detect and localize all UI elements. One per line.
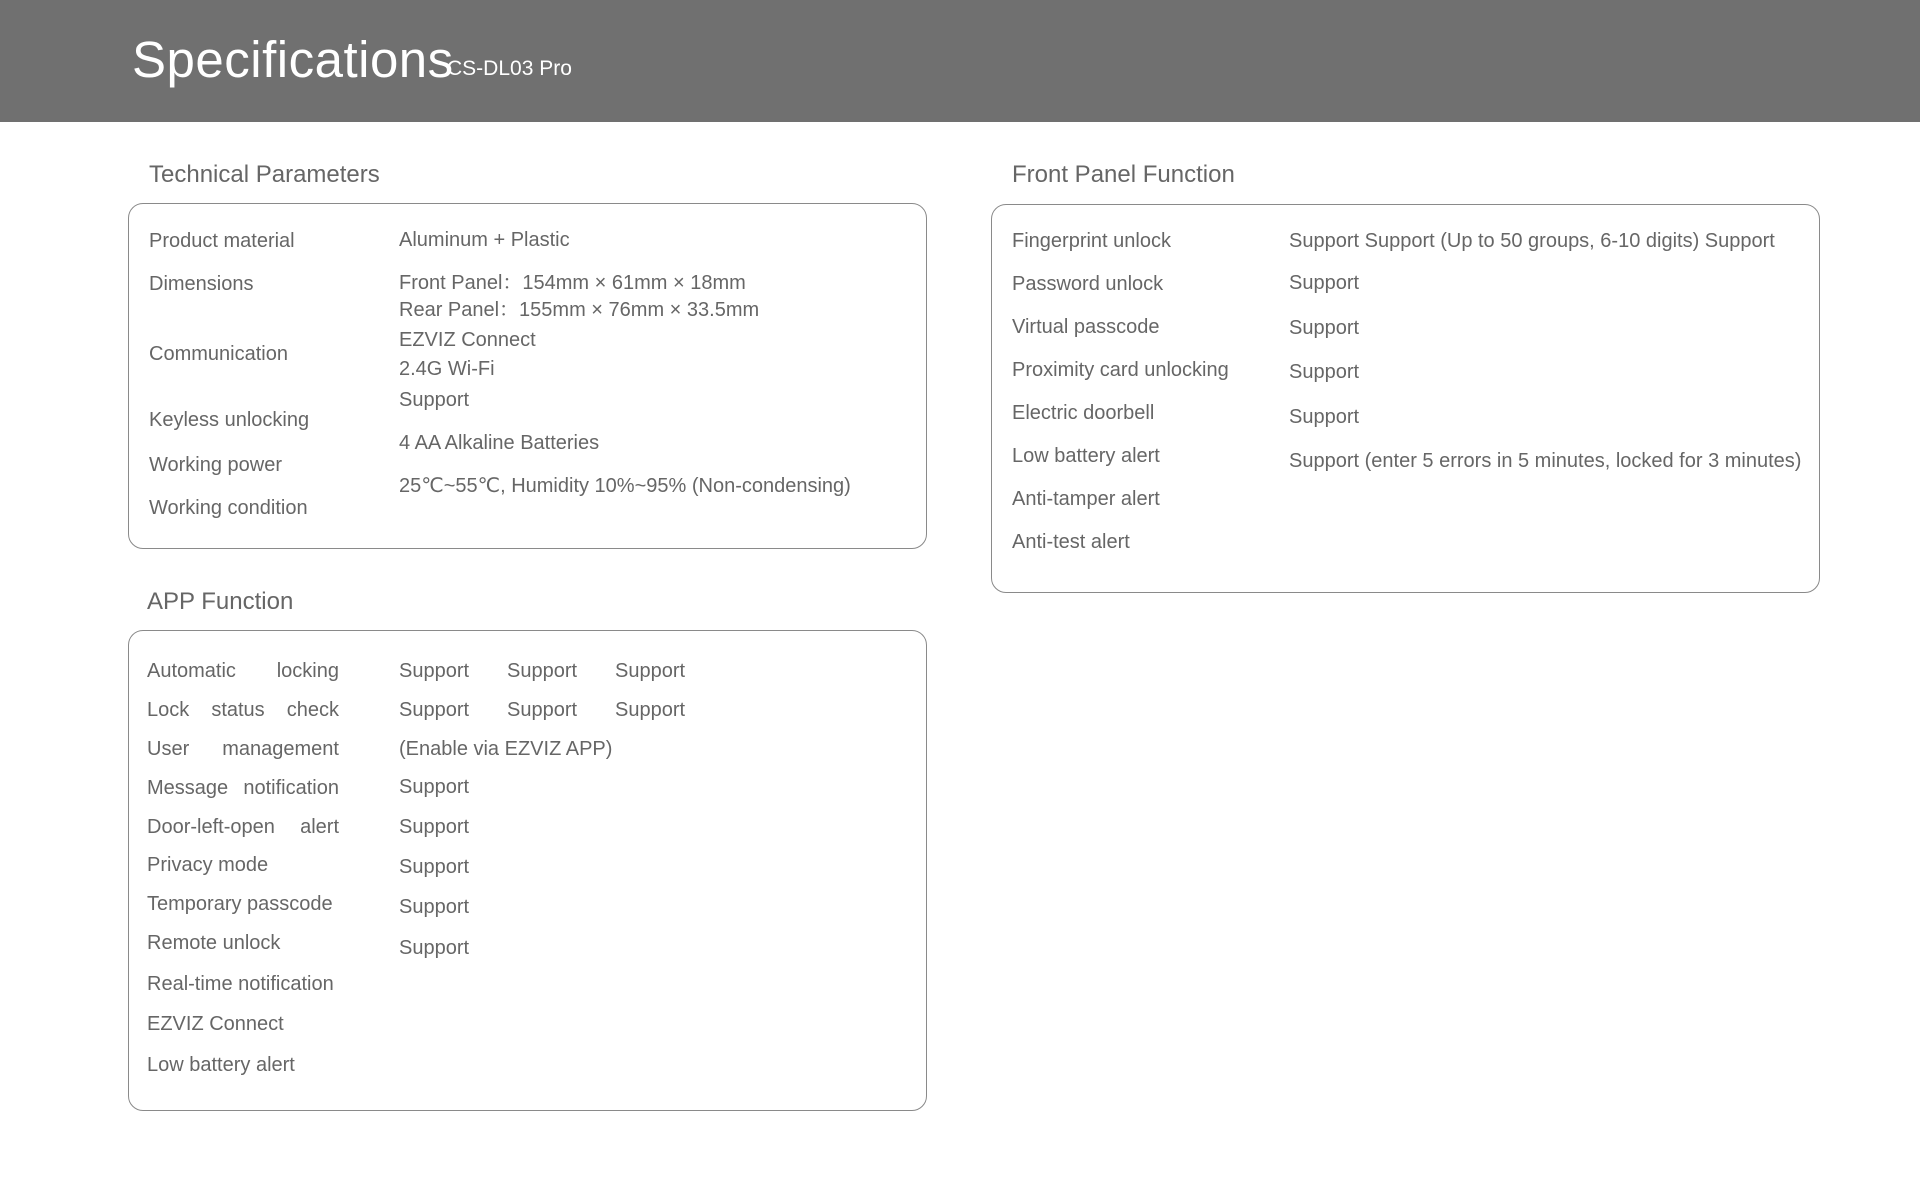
label-dimensions: Dimensions (149, 273, 254, 295)
label-anti-tamper-alert: Anti-tamper alert (1012, 488, 1160, 510)
label-realtime-notification: Real-time notification (147, 973, 334, 995)
app-function-title: APP Function (147, 588, 294, 615)
label-password-unlock: Password unlock (1012, 273, 1164, 295)
value-fp-row5: Support (1289, 406, 1360, 428)
label-virtual-passcode: Virtual passcode (1012, 316, 1160, 338)
value-fp-row4: Support (1289, 361, 1360, 383)
label-proximity-card-unlocking: Proximity card unlocking (1012, 359, 1229, 381)
value-app-row1-b: Support (507, 660, 578, 682)
label-user-management: User management (147, 738, 339, 760)
label-working-power: Working power (149, 454, 283, 476)
label-working-condition: Working condition (149, 497, 308, 519)
value-communication-1: EZVIZ Connect (399, 329, 536, 351)
value-front-panel: Front Panel：154mm × 61mm × 18mm (399, 272, 746, 294)
value-rear-panel: Rear Panel：155mm × 76mm × 33.5mm (399, 299, 760, 321)
value-keyless: Support (399, 389, 470, 411)
value-app-row2-a: Support (399, 699, 470, 721)
label-automatic-locking: Automatic locking (147, 660, 339, 682)
label-communication: Communication (149, 343, 288, 365)
value-communication-2: 2.4G Wi-Fi (399, 358, 495, 380)
label-app-low-battery-alert: Low battery alert (147, 1054, 295, 1076)
label-fingerprint-unlock: Fingerprint unlock (1012, 230, 1171, 252)
model-number: CS-DL03 Pro (447, 57, 572, 80)
label-temporary-passcode: Temporary passcode (147, 893, 333, 915)
value-app-row1-c: Support (615, 660, 686, 682)
front-panel-function-title: Front Panel Function (1012, 161, 1235, 188)
value-app-row1-a: Support (399, 660, 470, 682)
value-app-row7: Support (399, 896, 470, 918)
value-app-row4: Support (399, 776, 470, 798)
value-fp-row1: Support Support (Up to 50 groups, 6-10 digits) Support (1289, 230, 1775, 252)
value-working-power: 4 AA Alkaline Batteries (399, 432, 600, 454)
value-product-material: Aluminum + Plastic (399, 229, 570, 251)
label-message-notification: Message notification (147, 777, 339, 799)
value-app-row8: Support (399, 937, 470, 959)
value-fp-row3: Support (1289, 317, 1360, 339)
value-fp-row6: Support (enter 5 errors in 5 minutes, locked for 3 minutes) (1289, 450, 1802, 472)
label-privacy-mode: Privacy mode (147, 854, 269, 876)
value-app-row2-b: Support (507, 699, 578, 721)
page-title: Specifications (132, 31, 454, 88)
label-electric-doorbell: Electric doorbell (1012, 402, 1155, 424)
header-bar (0, 0, 1920, 122)
label-anti-test-alert: Anti-test alert (1012, 531, 1130, 553)
value-working-condition: 25℃~55℃, Humidity 10%~95% (Non-condensing) (399, 475, 851, 497)
technical-parameters-title: Technical Parameters (149, 161, 380, 188)
value-app-row6: Support (399, 856, 470, 878)
value-app-row5: Support (399, 816, 470, 838)
label-fp-low-battery-alert: Low battery alert (1012, 445, 1160, 467)
label-product-material: Product material (149, 230, 295, 252)
label-remote-unlock: Remote unlock (147, 932, 281, 954)
label-lock-status-check: Lock status check (147, 699, 339, 721)
value-app-row3: (Enable via EZVIZ APP) (399, 738, 613, 760)
label-door-left-open-alert: Door-left-open alert (147, 816, 339, 838)
label-keyless-unlocking: Keyless unlocking (149, 409, 310, 431)
value-app-row2-c: Support (615, 699, 686, 721)
label-ezviz-connect: EZVIZ Connect (147, 1013, 284, 1035)
value-fp-row2: Support (1289, 272, 1360, 294)
